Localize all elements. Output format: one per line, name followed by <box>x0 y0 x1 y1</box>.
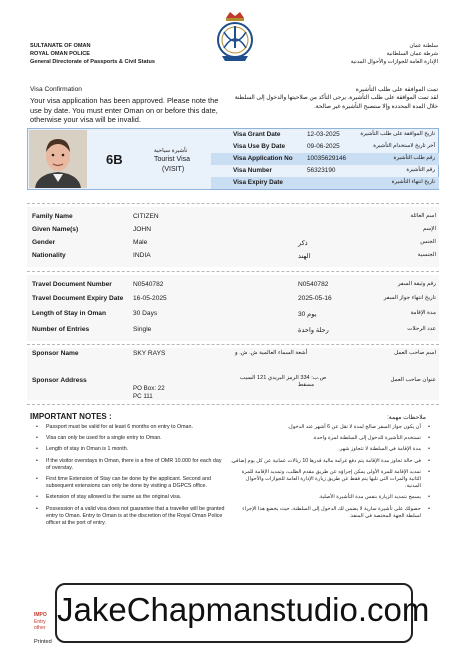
visa-category: (VISIT) <box>162 166 185 173</box>
row-label-ar: رقم وثيقة السفر <box>397 281 436 287</box>
row-value: 30 Days <box>133 310 158 317</box>
watermark-text: JakeChapmanstudio.com <box>57 591 430 628</box>
notes-title: IMPORTANT NOTES : <box>30 412 112 421</box>
row-label: Sponsor Name <box>32 350 79 357</box>
row-label-ar: رقم طلب التأشيرة <box>393 155 435 161</box>
row-label: Travel Document Expiry Date <box>32 295 124 302</box>
row-value-ar: الهند <box>298 253 311 260</box>
list-item: • أن يكون جواز السفر صالح لمدة لا تقل عن 6 أشهر عند الدخول. <box>230 424 430 431</box>
footer-line: Entry <box>34 618 46 625</box>
list-item: • مدة الإقامة في السلطنة لا تتجاوز شهر. <box>230 446 430 453</box>
header-country-ar: سلطنة عمان <box>409 43 438 49</box>
row-label: Sponsor Address <box>32 377 87 384</box>
row-label-ar: عدد الرحلات <box>407 326 436 332</box>
watermark-banner <box>55 583 430 643</box>
address-line: PO Box: 22 <box>133 385 165 392</box>
list-item: • Passport must be valid for at least 6 months on entry to Oman. <box>34 424 226 431</box>
footer-line: other <box>34 625 46 631</box>
confirmation-title-ar: تمت الموافقة على طلب التأشيرة <box>355 87 438 93</box>
row-value-ar: أشعة السماء العالمية ش. ش. و <box>235 350 308 356</box>
header-directorate: General Directorate of Passports & Civil Status <box>30 59 155 65</box>
row-value-ar-city: مسقط <box>298 382 315 388</box>
sponsor-section <box>27 348 439 400</box>
notes-list-ar <box>230 424 430 524</box>
row-label-ar: مدة الإقامة <box>410 310 436 316</box>
list-item: • تمديد الإقامة للمرة الأولى يمكن إجراؤه عن طريق مقدم الطلب، وتمديد الإقامة للمرة الثانية والمرات التي تليها يتم فقط عن طريق زيارة الإدارة العامة للجوازات والأحوال المدنية. <box>230 469 430 491</box>
list-item: • Visa can only be used for a single entry to Oman. <box>34 435 226 442</box>
list-item: • If the visitor overstays in Oman, there is a fine of OMR 10.000 for each day of overstay. <box>34 458 226 472</box>
row-label: Gender <box>32 239 56 246</box>
row-label: Nationality <box>32 252 66 259</box>
row-value: 16-05-2025 <box>133 295 167 302</box>
row-value: INDIA <box>133 252 151 259</box>
row-value: CITIZEN <box>133 213 159 220</box>
row-value-ar: رحلة واحدة <box>298 327 329 334</box>
row-value: 09-06-2025 <box>307 143 340 150</box>
footer-printed: Printed <box>34 639 52 645</box>
row-label: Visa Number <box>233 167 272 174</box>
visa-number-row <box>211 165 439 177</box>
confirmation-message-ar: لقد تمت الموافقة على طلب التأشيرة. يرجى التأكد من صلاحيتها والدخول إلى السلطنة خلال المدة المحددة وإلا ستصبح التأشيرة غير صالحة. <box>234 95 438 110</box>
divider <box>27 344 439 345</box>
row-value-ar: 2025-05-16 <box>298 295 332 302</box>
list-item: • Length of stay in Oman is 1 month. <box>34 446 226 453</box>
confirmation-title: Visa Confirmation <box>30 86 82 93</box>
row-label: Visa Application No <box>233 155 293 162</box>
visa-application-no-row <box>211 153 439 165</box>
row-value: SKY RAYS <box>133 350 166 357</box>
row-label: Visa Use By Date <box>233 143 286 150</box>
row-label: Visa Expiry Date <box>233 179 283 186</box>
row-value-ar: 30 يوم <box>298 311 317 318</box>
row-value: N0540782 <box>133 281 164 288</box>
visa-use-by-date-row <box>211 141 439 153</box>
row-label-ar: تاريخ انتهاء التأشيرة <box>391 179 435 185</box>
header-left <box>30 42 155 66</box>
row-label: Family Name <box>32 213 73 220</box>
visa-grant-date-row <box>211 129 439 141</box>
row-value: Male <box>133 239 148 246</box>
visa-code: 6B <box>106 152 123 167</box>
visa-expiry-date-row <box>211 177 439 189</box>
row-value: JOHN <box>133 226 151 233</box>
applicant-photo <box>29 130 87 188</box>
list-item: • يسمح بتمديد الزيارة بنفس مدة التأشيرة الأصلية. <box>230 494 430 501</box>
row-value-ar: ذكر <box>298 240 308 247</box>
row-value-ar: ص.ب: 334 الرمز البريدي 121 السيب <box>240 375 327 381</box>
list-item: • في حالة تجاوز مدة الإقامة يتم دفع غرامة مالية قدرها 10 ريالات عمانية عن كل يوم إضافي. <box>230 458 430 465</box>
row-value-ar: N0540782 <box>298 281 329 288</box>
visa-type: Tourist Visa <box>154 156 191 163</box>
header-directorate-ar: الإدارة العامة للجوازات والأحوال المدنية <box>350 59 438 65</box>
notes-list <box>34 424 226 531</box>
row-value: Single <box>133 326 152 333</box>
list-item: • Possession of a valid visa does not guarantee that a traveller will be granted entry to Oman. Entry to Oman is at the discretion of the Royal Oman Police officer at the port of entry. <box>34 506 226 528</box>
list-item: • Extension of stay allowed is the same as the original visa. <box>34 494 226 501</box>
address-line: PC 111 <box>133 393 153 400</box>
row-label-ar: رقم التأشيرة <box>406 167 435 173</box>
row-label: Number of Entries <box>32 326 90 333</box>
header-right <box>351 42 438 66</box>
row-label: Length of Stay in Oman <box>32 310 106 317</box>
row-label-ar: آخر تاريخ لاستخدام التأشيرة <box>373 143 435 149</box>
list-item: • First time Extension of Stay can be done by the applicant. Second and subsequent extensions can only be done by visiting a DGPCS office. <box>34 476 226 490</box>
header-police-ar: شرطة عمان السلطانية <box>386 51 438 57</box>
row-label: Given Name(s) <box>32 226 79 233</box>
row-label-ar: عنوان صاحب العمل <box>390 377 436 383</box>
royal-oman-police-emblem-icon <box>212 8 258 64</box>
row-label-ar: اسم صاحب العمل <box>394 350 436 356</box>
row-label-ar: تاريخ انتهاء جواز السفر <box>383 295 436 301</box>
row-label-ar: الجنسية <box>417 252 436 258</box>
divider <box>27 203 439 204</box>
row-label-ar: تاريخ الموافقة على طلب التأشيرة <box>360 131 435 137</box>
row-label-ar: الجنس <box>420 239 436 245</box>
list-item: • حصولك على تأشيرة سارية لا يضمن لك الدخول إلى السلطنة، حيث يخضع هذا الإجراء لسلطة الجهة المختصة في المنفذ. <box>230 506 430 520</box>
footer-line: IMPO <box>34 612 47 618</box>
list-item: • تستخدم التأشيرة للدخول إلى السلطنة لمرة واحدة. <box>230 435 430 442</box>
row-label-ar: الإسم <box>422 226 436 232</box>
notes-title-ar: ملاحظات مهمة: <box>387 415 426 421</box>
row-value: 56323190 <box>307 167 336 174</box>
header-police: ROYAL OMAN POLICE <box>30 51 90 57</box>
divider <box>27 271 439 272</box>
row-value: 12-03-2025 <box>307 131 340 138</box>
visa-type-ar: تأشيرة سياحية <box>154 148 188 154</box>
person-section <box>27 207 439 267</box>
row-label-ar: اسم العائلة <box>410 213 436 219</box>
footer-important-fragment <box>34 612 56 632</box>
row-label: Travel Document Number <box>32 281 112 288</box>
header-country: SULTANATE OF OMAN <box>30 43 91 49</box>
confirmation-message: Your visa application has been approved. Please note the use by date. You must enter Oman on or before this date, otherwise your visa will be invalid. <box>30 96 219 124</box>
row-label: Visa Grant Date <box>233 131 281 138</box>
row-value: 10035629146 <box>307 155 347 162</box>
divider <box>27 404 439 405</box>
